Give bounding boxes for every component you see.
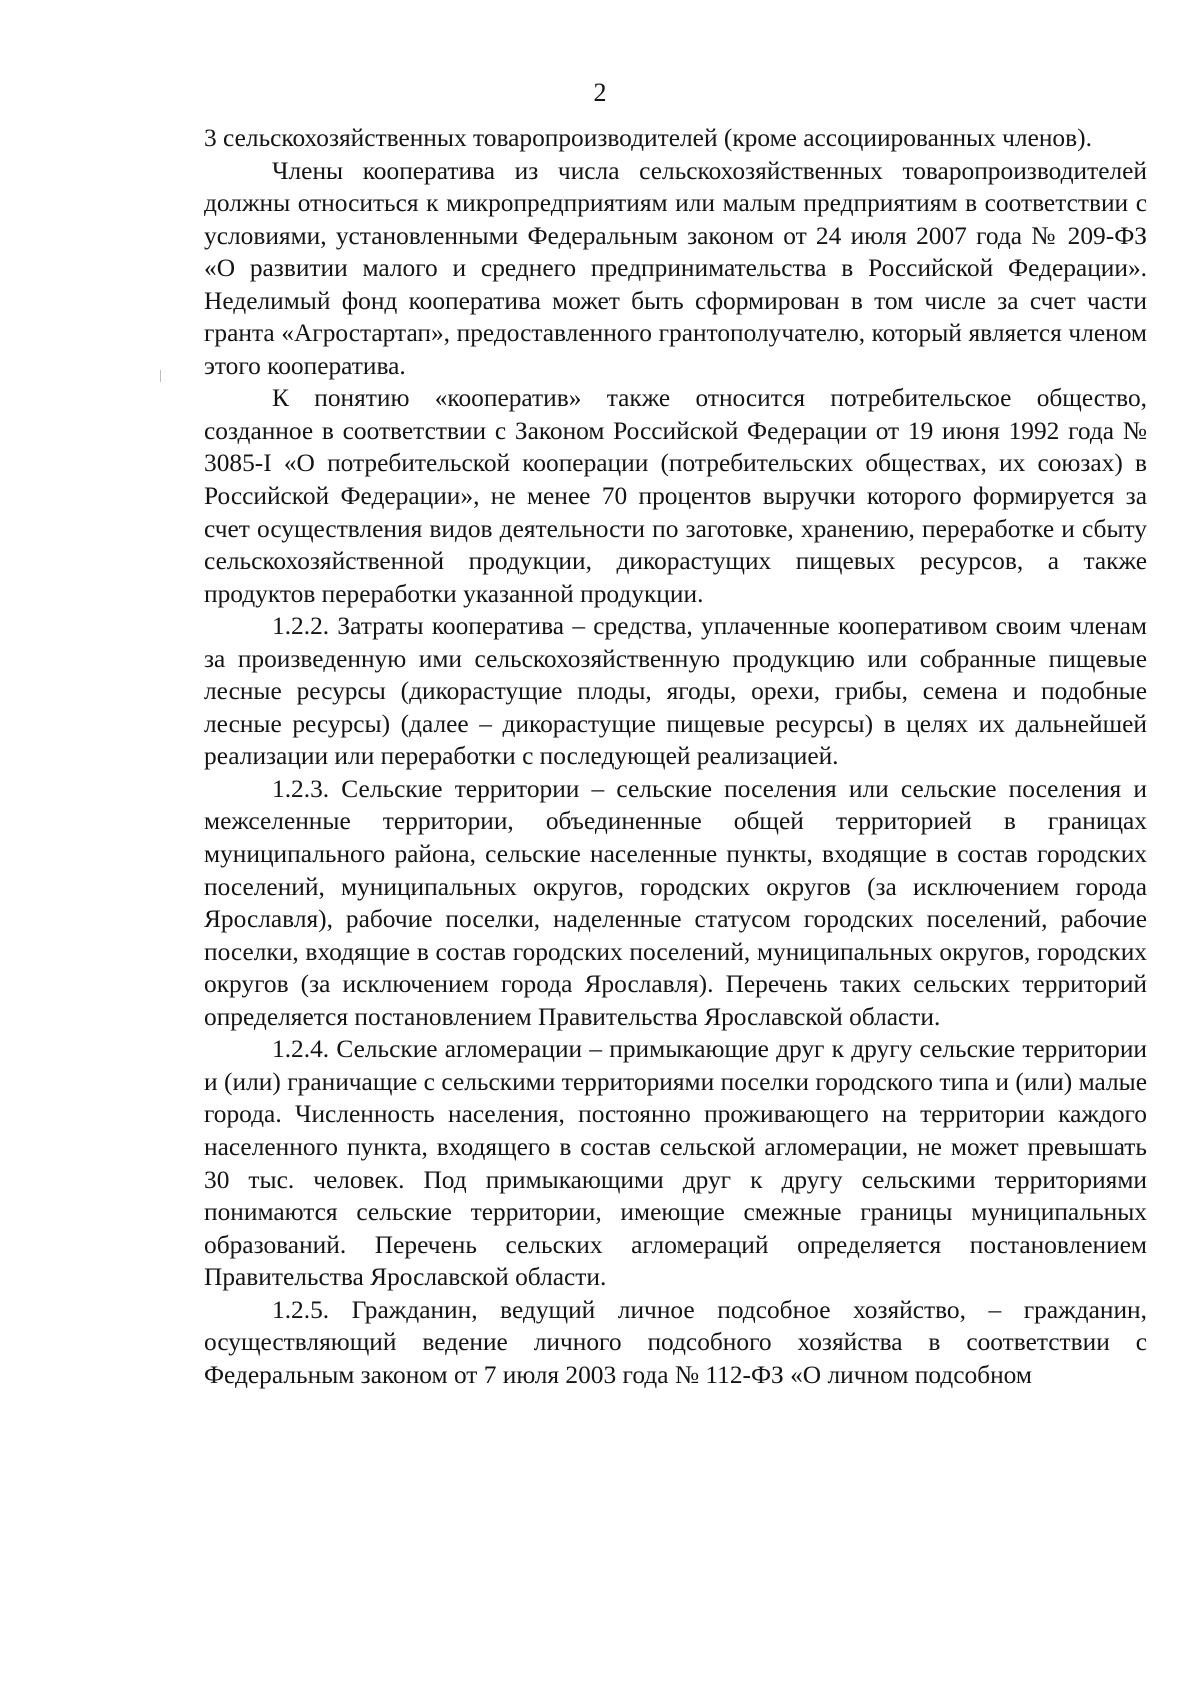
scan-artifact <box>160 370 161 382</box>
paragraph-1-2-4: 1.2.4. Сельские агломерации – примыкающие друг к другу сельские территории и (или) граничащие с сельскими территориями поселки городского типа и (или) малые города. Численность населения, постоянно проживающего на территории каждого населенного пункта, входящего в состав сельской агломерации, не может превышать 30 тыс. человек. Под примыкающими друг к другу сельскими территориями понимаются сельские территории, имеющие смежные границы муниципальных образований. Перечень сельских агломераций определяется постановлением Правительства Ярославской области. <box>204 1035 1147 1292</box>
paragraph-consumer-society: К понятию «кооператив» также относится потребительское общество, созданное в соответствии с Законом Российской Федерации от 19 июня 1992 года № 3085-I «О потребительской кооперации (потребительских обществах, их союзах) в Российской Федерации», не менее 70 процентов выручки которого формируется за счет осуществления видов деятельности по заготовке, хранению, переработке и сбыту сельскохозяйственной продукции, дикорастущих пищевых ресурсов, а также продуктов переработки указанной продукции. <box>204 384 1147 608</box>
paragraph-1-2-2: 1.2.2. Затраты кооператива – средства, уплаченные кооперативом своим членам за произведенную ими сельскохозяйственную продукцию или собранные пищевые лесные ресурсы (дикорастущие плоды, ягоды, орехи, грибы, семена и подобные лесные ресурсы) (далее – дикорастущие пищевые ресурсы) в целях их дальнейшей реализации или переработки с последующей реализацией. <box>204 612 1147 771</box>
paragraph-1-2-5: 1.2.5. Гражданин, ведущий личное подсобное хозяйство, – гражданин, осуществляющий ведение личного подсобного хозяйства в соответствии с Федеральным законом от 7 июля 2003 года № 112-ФЗ «О личном подсобном <box>204 1295 1147 1389</box>
paragraph-continuation: 3 сельскохозяйственных товаропроизводителей (кроме ассоциированных членов). <box>204 124 1092 152</box>
paragraph-cooperative-members: Члены кооператива из числа сельскохозяйственных товаропроизводителей должны относиться к микропредприятиям или малым предприятиям в соответствии с условиями, установленными Федеральным законом от 24 июля 2007 года № 209-ФЗ «О развитии малого и среднего предпринимательства в Российской Федерации». Неделимый фонд кооператива может быть сформирован в том числе за счет части гранта «Агростартап», предоставленного грантополучателю, который является членом этого кооператива. <box>204 156 1147 380</box>
paragraph-1-2-3: 1.2.3. Сельские территории – сельские поселения или сельские поселения и межселенные территории, объединенные общей территорией в границах муниципального района, сельские населенные пункты, входящие в состав городских поселений, муниципальных округов, городских округов (за исключением города Ярославля), рабочие поселки, наделенные статусом городских поселений, рабочие поселки, входящие в состав городских поселений, муниципальных округов, городских округов (за исключением города Ярославля). Перечень таких сельских территорий определяется постановлением Правительства Ярославской области. <box>204 774 1147 1031</box>
page-number: 2 <box>593 78 607 107</box>
document-body <box>204 122 1147 1391</box>
